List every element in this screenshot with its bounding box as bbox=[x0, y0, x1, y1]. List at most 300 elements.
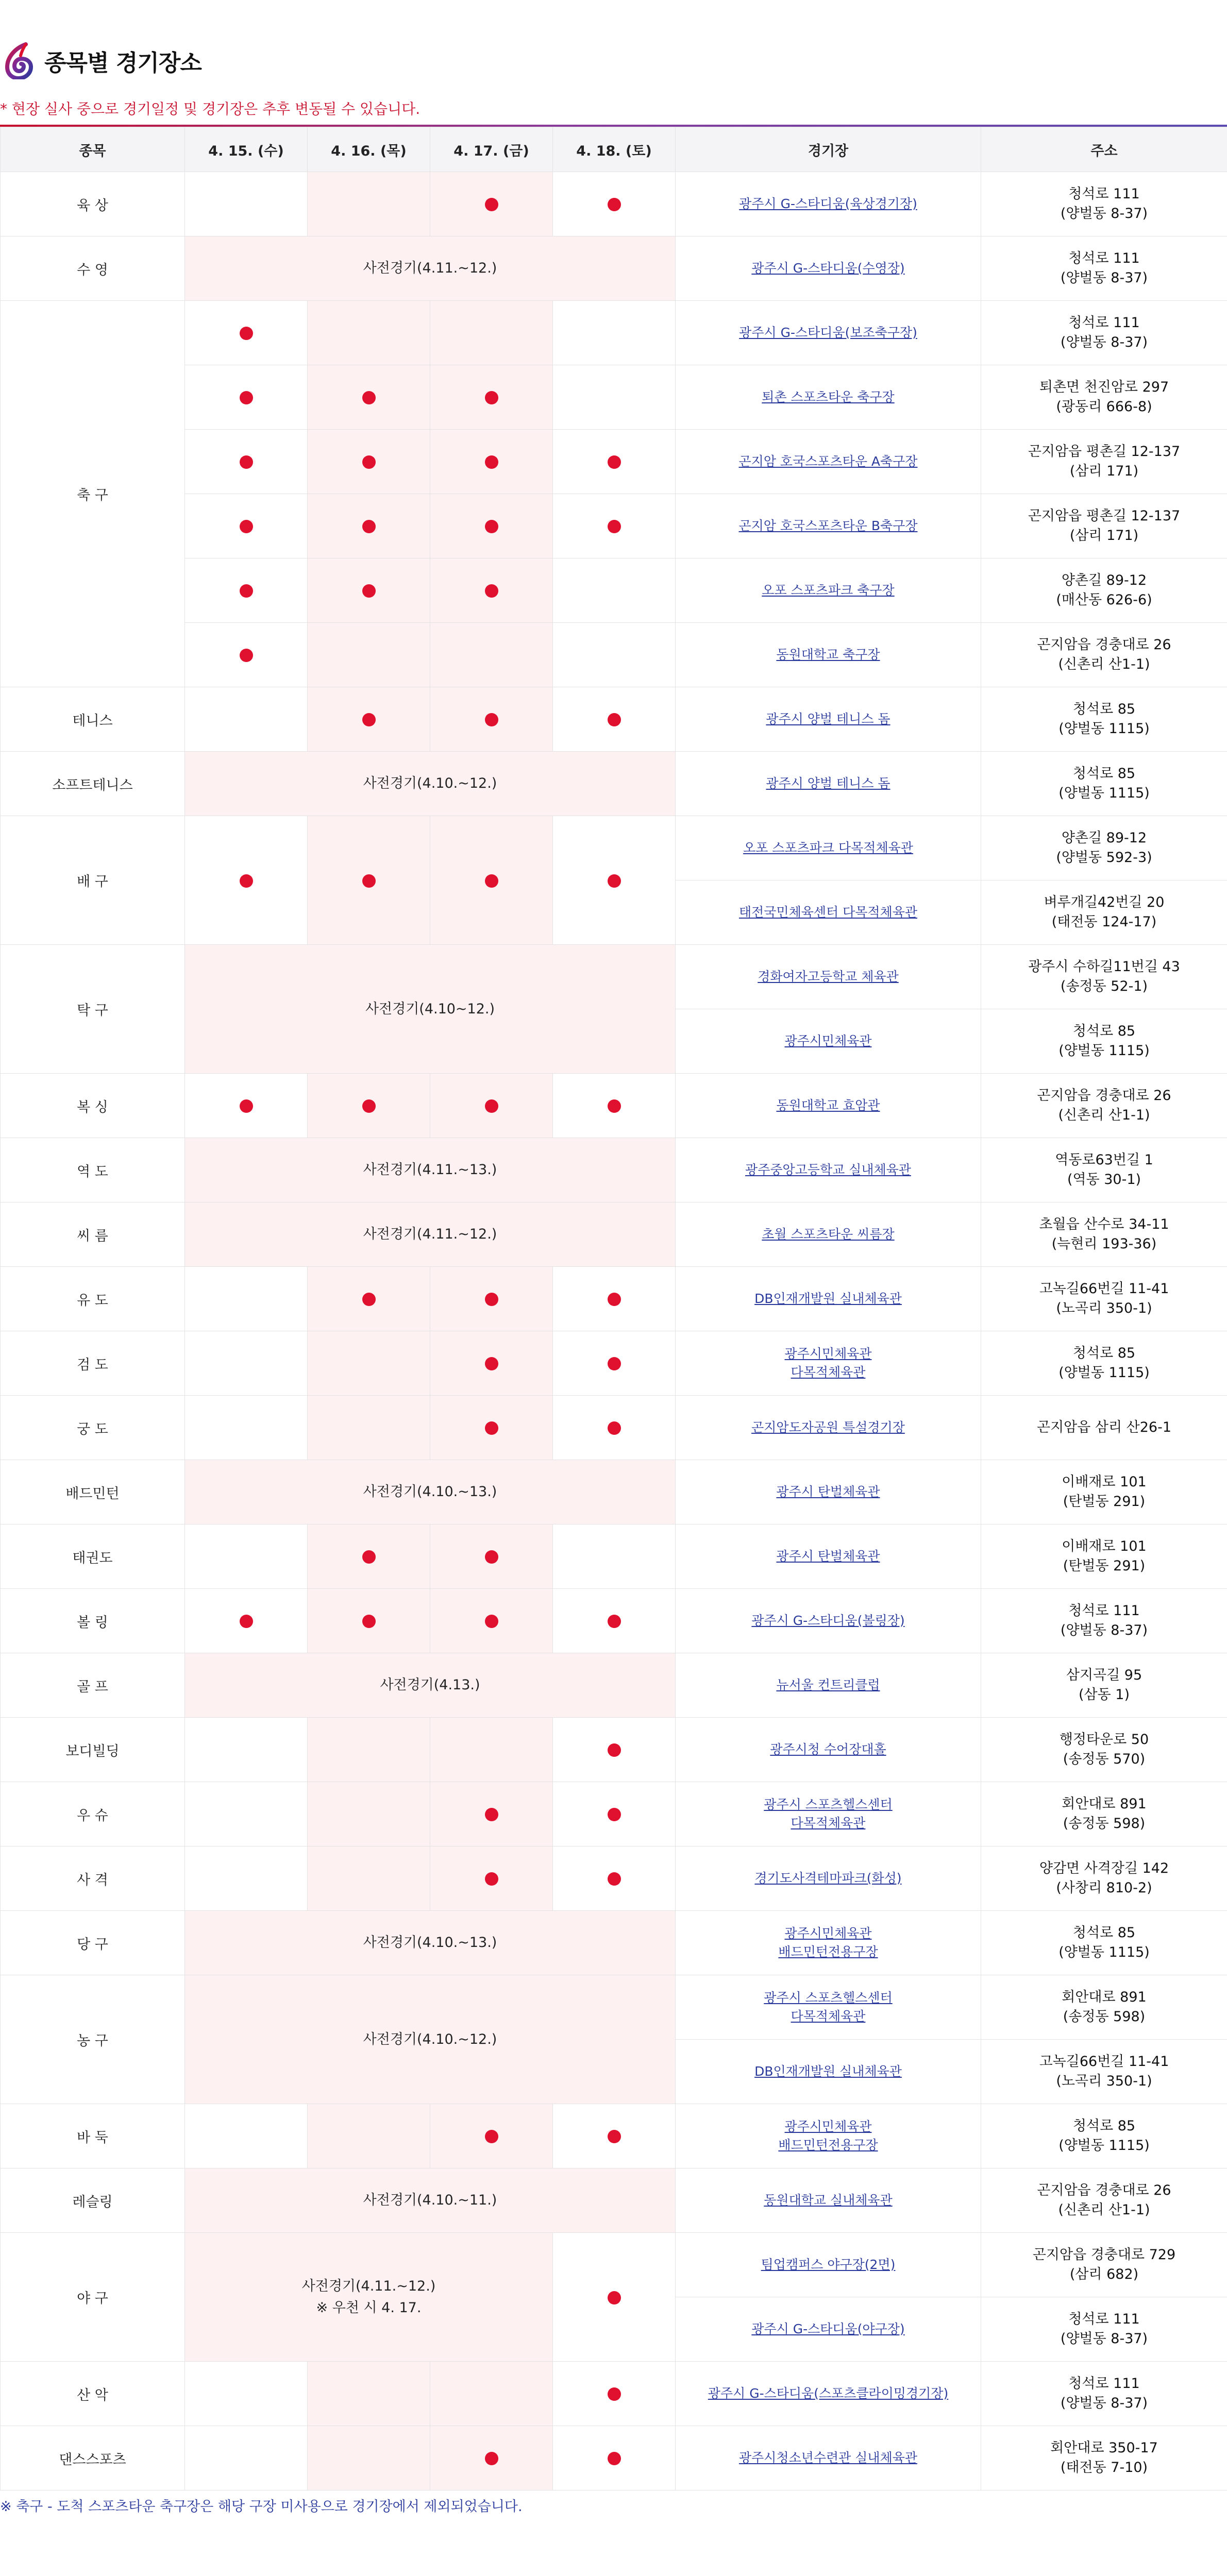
day-cell bbox=[430, 172, 553, 236]
venue-link[interactable] bbox=[739, 518, 918, 533]
table-header-row bbox=[1, 127, 1227, 172]
venue-cell bbox=[676, 1074, 981, 1138]
address-lot: (늑현리 193-36) bbox=[1051, 1236, 1157, 1252]
address-road: 곤지암읍 경충대로 729 bbox=[1032, 2247, 1176, 2263]
day-cell bbox=[553, 2104, 676, 2168]
address-road: 광주시 수하길11번길 43 bbox=[1028, 959, 1180, 975]
event-dot-icon bbox=[608, 713, 621, 726]
address-cell bbox=[981, 494, 1227, 558]
day-cell bbox=[308, 1074, 430, 1138]
day-cell bbox=[308, 2104, 430, 2168]
address-road: 청석로 111 bbox=[1068, 1603, 1140, 1619]
venue-link[interactable] bbox=[766, 711, 890, 726]
address-road: 청석로 111 bbox=[1068, 186, 1140, 202]
address-cell bbox=[981, 2297, 1227, 2362]
address-road: 벼루개길42번길 20 bbox=[1044, 894, 1165, 910]
day-cell bbox=[185, 1589, 308, 1653]
venue-cell bbox=[676, 1009, 981, 1074]
day-cell bbox=[185, 1074, 308, 1138]
address-road: 청석로 85 bbox=[1072, 701, 1136, 717]
table-row bbox=[1, 301, 1227, 365]
venue-link[interactable] bbox=[739, 905, 917, 920]
venue-cell bbox=[676, 687, 981, 752]
table-row bbox=[1, 623, 1227, 687]
header-day-2: 4. 16. (목) bbox=[308, 127, 430, 172]
venue-name-line2: 배드민턴전용구장 bbox=[778, 2138, 878, 2153]
day-cell bbox=[553, 1074, 676, 1138]
sport-name-cell: 당 구 bbox=[1, 1911, 185, 1975]
venue-schedule-table bbox=[0, 127, 1227, 2490]
event-dot-icon bbox=[485, 1293, 498, 1306]
address-lot: (노곡리 350-1) bbox=[1056, 1300, 1152, 1316]
address-lot: (양벌동 1115) bbox=[1058, 721, 1150, 737]
page-title: 종목별 경기장소 bbox=[44, 50, 201, 76]
table-row bbox=[1, 1846, 1227, 1911]
venue-cell bbox=[676, 365, 981, 430]
day-cell bbox=[430, 687, 553, 752]
address-cell bbox=[981, 1267, 1227, 1331]
address-lot: (삼동 1) bbox=[1079, 1687, 1130, 1703]
venue-link[interactable] bbox=[762, 389, 894, 404]
page-header bbox=[3, 40, 201, 81]
venue-link[interactable] bbox=[762, 1227, 894, 1242]
address-lot: (양벌동 1115) bbox=[1058, 1365, 1150, 1381]
event-dot-icon bbox=[608, 1615, 621, 1628]
address-lot: (사창리 810-2) bbox=[1056, 1880, 1152, 1896]
venue-cell bbox=[676, 1331, 981, 1396]
address-lot: (신촌리 산1-1) bbox=[1058, 2202, 1150, 2218]
address-cell bbox=[981, 687, 1227, 752]
address-cell bbox=[981, 2233, 1227, 2297]
day-cell bbox=[430, 1589, 553, 1653]
address-road: 행정타운로 50 bbox=[1059, 1732, 1149, 1748]
day-cell bbox=[553, 558, 676, 623]
venue-name: 광주시청 수어장대홀 bbox=[770, 1742, 886, 1757]
address-road: 회안대로 350-17 bbox=[1050, 2440, 1158, 2456]
preliminary-cell: 사전경기(4.10.~12.) bbox=[185, 752, 676, 816]
day-cell bbox=[553, 1718, 676, 1782]
venue-link[interactable] bbox=[776, 1549, 880, 1564]
day-cell bbox=[185, 1267, 308, 1331]
header-day-1: 4. 15. (수) bbox=[185, 127, 308, 172]
venue-cell bbox=[676, 2168, 981, 2233]
table-row bbox=[1, 2362, 1227, 2426]
address-lot: (양벌동 8-37) bbox=[1060, 206, 1148, 222]
venue-name: 초월 스포츠타운 씨름장 bbox=[762, 1227, 895, 1242]
venue-name: 곤지암 호국스포츠타운 B축구장 bbox=[738, 518, 918, 533]
venue-cell bbox=[676, 1524, 981, 1589]
address-lot: (양벌동 8-37) bbox=[1060, 2331, 1148, 2347]
venue-link[interactable] bbox=[776, 647, 880, 662]
venue-name: 광주시청소년수련관 실내체육관 bbox=[738, 2450, 918, 2465]
venue-name: 광주시 양벌 테니스 돔 bbox=[766, 711, 890, 726]
event-dot-icon bbox=[362, 1293, 376, 1306]
address-cell bbox=[981, 2040, 1227, 2104]
venue-name: 오포 스포츠파크 축구장 bbox=[762, 583, 895, 598]
venue-cell bbox=[676, 1653, 981, 1718]
venue-name: 광주시 탄벌체육관 bbox=[776, 1549, 880, 1564]
event-dot-icon bbox=[608, 455, 621, 469]
address-road: 곤지암읍 경충대로 26 bbox=[1037, 2182, 1171, 2198]
venue-name: 광주시 G-스타디움(야구장) bbox=[751, 2321, 905, 2336]
venue-cell bbox=[676, 752, 981, 816]
day-cell bbox=[430, 1524, 553, 1589]
day-cell bbox=[430, 1074, 553, 1138]
table-row bbox=[1, 752, 1227, 816]
venue-link[interactable] bbox=[784, 1346, 871, 1380]
venue-link[interactable] bbox=[754, 2064, 902, 2079]
address-lot: (송정동 598) bbox=[1063, 1816, 1146, 1832]
table-row bbox=[1, 1396, 1227, 1460]
day-cell bbox=[430, 1782, 553, 1846]
day-cell bbox=[430, 1718, 553, 1782]
venue-link[interactable] bbox=[784, 1033, 871, 1048]
venue-name: 광주시 스포츠헬스센터 bbox=[764, 1797, 893, 1812]
address-road: 양촌길 89-12 bbox=[1061, 572, 1147, 588]
venue-link[interactable] bbox=[761, 2257, 896, 2272]
table-row bbox=[1, 1267, 1227, 1331]
venue-link[interactable] bbox=[776, 1484, 880, 1499]
sport-name-cell: 씨 름 bbox=[1, 1202, 185, 1267]
day-cell bbox=[308, 687, 430, 752]
day-cell bbox=[308, 494, 430, 558]
day-cell bbox=[185, 2104, 308, 2168]
day-cell bbox=[553, 2426, 676, 2490]
day-cell bbox=[308, 623, 430, 687]
address-lot: (신촌리 산1-1) bbox=[1058, 1107, 1150, 1123]
table-row bbox=[1, 172, 1227, 236]
event-dot-icon bbox=[608, 2291, 621, 2304]
day-cell bbox=[308, 301, 430, 365]
table-row bbox=[1, 816, 1227, 880]
address-road: 곤지암읍 경충대로 26 bbox=[1037, 637, 1171, 653]
day-cell bbox=[308, 365, 430, 430]
venue-link[interactable] bbox=[739, 325, 917, 340]
sport-name-cell: 테니스 bbox=[1, 687, 185, 752]
event-dot-icon bbox=[485, 391, 498, 404]
preliminary-cell: 사전경기(4.13.) bbox=[185, 1653, 676, 1718]
venue-link[interactable] bbox=[762, 583, 894, 598]
venue-cell bbox=[676, 236, 981, 301]
venue-name: 광주중앙고등학교 실내체육관 bbox=[745, 1162, 911, 1177]
venue-name-line2: 다목적체육관 bbox=[791, 2009, 866, 2024]
address-lot: (양벌동 1115) bbox=[1058, 1944, 1150, 1960]
venue-cell bbox=[676, 1975, 981, 2040]
day-cell bbox=[185, 365, 308, 430]
sport-name-cell: 골 프 bbox=[1, 1653, 185, 1718]
address-lot: (광동리 666-8) bbox=[1056, 399, 1152, 415]
address-cell bbox=[981, 1396, 1227, 1460]
venue-cell bbox=[676, 1589, 981, 1653]
address-lot: (탄벌동 291) bbox=[1063, 1558, 1146, 1574]
footnote: ※ 축구 - 도척 스포츠타운 축구장은 해당 구장 미사용으로 경기장에서 제외되었습니다. bbox=[0, 2499, 523, 2515]
table-row bbox=[1, 1331, 1227, 1396]
event-dot-icon bbox=[608, 520, 621, 533]
table-row bbox=[1, 1202, 1227, 1267]
venue-name-line2: 배드민턴전용구장 bbox=[778, 1944, 878, 1959]
event-dot-icon bbox=[485, 1357, 498, 1370]
sport-name-cell: 산 악 bbox=[1, 2362, 185, 2426]
address-cell bbox=[981, 1074, 1227, 1138]
address-lot: (탄벌동 291) bbox=[1063, 1494, 1146, 1510]
day-cell bbox=[185, 687, 308, 752]
venue-cell bbox=[676, 430, 981, 494]
venue-name-line2: 다목적체육관 bbox=[791, 1816, 866, 1831]
sport-name-cell: 검 도 bbox=[1, 1331, 185, 1396]
games-logo-icon bbox=[3, 42, 35, 79]
preliminary-cell bbox=[185, 2233, 553, 2362]
sport-name-cell: 사 격 bbox=[1, 1846, 185, 1911]
address-cell bbox=[981, 1589, 1227, 1653]
sport-name-cell: 바 둑 bbox=[1, 2104, 185, 2168]
day-cell bbox=[553, 301, 676, 365]
address-cell bbox=[981, 1524, 1227, 1589]
venue-cell bbox=[676, 1718, 981, 1782]
table-body bbox=[1, 172, 1227, 2490]
venue-link[interactable] bbox=[766, 776, 890, 791]
event-dot-icon bbox=[362, 874, 376, 888]
address-lot: (노곡리 350-1) bbox=[1056, 2073, 1152, 2089]
venue-link[interactable] bbox=[739, 196, 917, 211]
day-cell bbox=[430, 1267, 553, 1331]
event-dot-icon bbox=[608, 874, 621, 888]
day-cell bbox=[308, 816, 430, 945]
day-cell bbox=[185, 430, 308, 494]
day-cell bbox=[185, 1396, 308, 1460]
sport-name-cell: 소프트테니스 bbox=[1, 752, 185, 816]
event-dot-icon bbox=[240, 455, 253, 469]
day-cell bbox=[308, 1718, 430, 1782]
event-dot-icon bbox=[608, 2130, 621, 2143]
header-day-4: 4. 18. (토) bbox=[553, 127, 676, 172]
address-cell bbox=[981, 1202, 1227, 1267]
day-cell bbox=[553, 816, 676, 945]
venue-link[interactable] bbox=[743, 840, 913, 855]
day-cell bbox=[430, 1396, 553, 1460]
venue-name: 광주시 양벌 테니스 돔 bbox=[766, 776, 890, 791]
sport-name-cell: 태권도 bbox=[1, 1524, 185, 1589]
venue-link[interactable] bbox=[776, 1677, 880, 1692]
address-cell bbox=[981, 1782, 1227, 1846]
address-road: 이배재로 101 bbox=[1062, 1474, 1147, 1490]
venue-cell bbox=[676, 1846, 981, 1911]
event-dot-icon bbox=[608, 1808, 621, 1821]
address-road: 양감면 사격장길 142 bbox=[1039, 1860, 1169, 1876]
venue-cell bbox=[676, 558, 981, 623]
address-cell bbox=[981, 1138, 1227, 1202]
day-cell bbox=[430, 301, 553, 365]
day-cell bbox=[185, 2362, 308, 2426]
event-dot-icon bbox=[608, 1293, 621, 1306]
venue-link[interactable] bbox=[739, 2450, 917, 2465]
venue-link[interactable] bbox=[754, 1871, 901, 1886]
event-dot-icon bbox=[240, 1099, 253, 1113]
event-dot-icon bbox=[485, 1872, 498, 1886]
day-cell bbox=[308, 1396, 430, 1460]
venue-name: 곤지암 호국스포츠타운 A축구장 bbox=[738, 454, 918, 469]
table-row bbox=[1, 1911, 1227, 1975]
venue-name: 광주시 G-스타디움(육상경기장) bbox=[739, 196, 917, 211]
table-row bbox=[1, 236, 1227, 301]
venue-link[interactable] bbox=[751, 1420, 905, 1435]
event-dot-icon bbox=[608, 198, 621, 211]
venue-cell bbox=[676, 1138, 981, 1202]
table-row bbox=[1, 365, 1227, 430]
address-cell bbox=[981, 430, 1227, 494]
venue-link[interactable] bbox=[751, 2321, 904, 2336]
event-dot-icon bbox=[362, 1550, 376, 1564]
table-row bbox=[1, 1138, 1227, 1202]
address-road: 청석로 111 bbox=[1068, 250, 1140, 266]
venue-link[interactable] bbox=[764, 2193, 892, 2208]
day-cell bbox=[185, 558, 308, 623]
sport-name-cell: 탁 구 bbox=[1, 945, 185, 1074]
day-cell bbox=[553, 365, 676, 430]
address-cell bbox=[981, 1846, 1227, 1911]
venue-name: 팀업캠퍼스 야구장(2면) bbox=[761, 2257, 896, 2272]
venue-link[interactable] bbox=[770, 1742, 886, 1757]
event-dot-icon bbox=[485, 1099, 498, 1113]
event-dot-icon bbox=[485, 584, 498, 598]
venue-cell bbox=[676, 623, 981, 687]
venue-name: 광주시 G-스타디움(보조축구장) bbox=[739, 325, 917, 340]
venue-link[interactable] bbox=[778, 1926, 878, 1959]
day-cell bbox=[185, 1718, 308, 1782]
venue-name: 광주시 스포츠헬스센터 bbox=[764, 1990, 893, 2005]
venue-name-line2: 다목적체육관 bbox=[791, 1365, 866, 1380]
venue-link[interactable] bbox=[739, 454, 918, 469]
venue-name: 곤지암도자공원 특설경기장 bbox=[751, 1420, 905, 1435]
address-cell bbox=[981, 558, 1227, 623]
day-cell bbox=[308, 558, 430, 623]
address-road: 고녹길66번길 11-41 bbox=[1039, 1281, 1169, 1297]
day-cell bbox=[553, 1782, 676, 1846]
address-cell bbox=[981, 945, 1227, 1009]
venue-name: 뉴서울 컨트리클럽 bbox=[776, 1677, 880, 1692]
venue-cell bbox=[676, 172, 981, 236]
preliminary-cell: 사전경기(4.10.~13.) bbox=[185, 1460, 676, 1524]
day-cell bbox=[553, 1846, 676, 1911]
header-address: 주소 bbox=[981, 127, 1227, 172]
day-cell bbox=[430, 365, 553, 430]
table-row bbox=[1, 2168, 1227, 2233]
address-lot: (삼리 171) bbox=[1069, 463, 1139, 479]
address-cell bbox=[981, 623, 1227, 687]
address-cell bbox=[981, 365, 1227, 430]
sport-name-cell: 레슬링 bbox=[1, 2168, 185, 2233]
event-dot-icon bbox=[485, 1421, 498, 1435]
venue-name: 퇴촌 스포츠타운 축구장 bbox=[762, 389, 895, 404]
venue-link[interactable] bbox=[708, 2386, 948, 2401]
venue-link[interactable] bbox=[745, 1162, 911, 1177]
venue-cell bbox=[676, 2104, 981, 2168]
day-cell bbox=[308, 172, 430, 236]
venue-link[interactable] bbox=[751, 1613, 904, 1628]
address-lot: (신촌리 산1-1) bbox=[1058, 656, 1150, 672]
day-cell bbox=[185, 2426, 308, 2490]
day-cell bbox=[308, 2426, 430, 2490]
address-cell bbox=[981, 752, 1227, 816]
venue-cell bbox=[676, 2233, 981, 2297]
event-dot-icon bbox=[485, 1808, 498, 1821]
venue-link[interactable] bbox=[764, 1797, 892, 1831]
venue-name: 경기도사격테마파크(화성) bbox=[754, 1871, 902, 1886]
day-cell bbox=[430, 1846, 553, 1911]
sport-name-cell: 배 구 bbox=[1, 816, 185, 945]
venue-cell bbox=[676, 2040, 981, 2104]
address-cell bbox=[981, 1911, 1227, 1975]
address-road: 회안대로 891 bbox=[1062, 1989, 1147, 2005]
event-dot-icon bbox=[608, 1872, 621, 1886]
venue-cell bbox=[676, 945, 981, 1009]
day-cell bbox=[185, 301, 308, 365]
address-lot: (양벌동 8-37) bbox=[1060, 334, 1148, 350]
address-cell bbox=[981, 1009, 1227, 1074]
venue-name: 동원대학교 효암관 bbox=[776, 1098, 880, 1113]
day-cell bbox=[185, 172, 308, 236]
table-row bbox=[1, 2426, 1227, 2490]
event-dot-icon bbox=[362, 1615, 376, 1628]
venue-link[interactable] bbox=[778, 2119, 878, 2153]
address-lot: (양벌동 1115) bbox=[1058, 785, 1150, 801]
event-dot-icon bbox=[485, 198, 498, 211]
event-dot-icon bbox=[362, 391, 376, 404]
day-cell bbox=[553, 172, 676, 236]
day-cell bbox=[185, 816, 308, 945]
sport-name-cell: 복 싱 bbox=[1, 1074, 185, 1138]
venue-link[interactable] bbox=[764, 1990, 892, 2024]
event-dot-icon bbox=[362, 584, 376, 598]
address-road: 고녹길66번길 11-41 bbox=[1039, 2054, 1169, 2070]
address-lot: (양벌동 8-37) bbox=[1060, 270, 1148, 286]
venue-cell bbox=[676, 880, 981, 945]
sport-name-cell: 축 구 bbox=[1, 301, 185, 687]
venue-link[interactable] bbox=[776, 1098, 880, 1113]
address-cell bbox=[981, 236, 1227, 301]
day-cell bbox=[553, 1524, 676, 1589]
address-road: 이배재로 101 bbox=[1062, 1538, 1147, 1554]
venue-link[interactable] bbox=[751, 261, 904, 276]
day-cell bbox=[430, 558, 553, 623]
preliminary-dates: 사전경기(4.11.~12.) bbox=[301, 2278, 436, 2294]
venue-name: 광주시민체육관 bbox=[784, 2119, 872, 2134]
address-road: 초월읍 산수로 34-11 bbox=[1039, 1216, 1169, 1232]
address-lot: (역동 30-1) bbox=[1067, 1172, 1141, 1188]
day-cell bbox=[553, 1267, 676, 1331]
address-road: 곤지암읍 삼리 산26-1 bbox=[1036, 1419, 1172, 1435]
venue-link[interactable] bbox=[758, 969, 899, 984]
day-cell bbox=[553, 1589, 676, 1653]
event-dot-icon bbox=[240, 391, 253, 404]
venue-name: 광주시민체육관 bbox=[784, 1926, 872, 1941]
venue-name: 경화여자고등학교 체육관 bbox=[758, 969, 899, 984]
venue-cell bbox=[676, 2426, 981, 2490]
preliminary-cell: 사전경기(4.10.~11.) bbox=[185, 2168, 676, 2233]
day-cell bbox=[553, 623, 676, 687]
event-dot-icon bbox=[485, 874, 498, 888]
table-row bbox=[1, 2104, 1227, 2168]
event-dot-icon bbox=[362, 520, 376, 533]
address-road: 청석로 85 bbox=[1072, 2118, 1136, 2134]
address-lot: (양벌동 1115) bbox=[1058, 2138, 1150, 2154]
table-row bbox=[1, 1589, 1227, 1653]
table-row bbox=[1, 1975, 1227, 2040]
table-row bbox=[1, 1524, 1227, 1589]
header-sport: 종목 bbox=[1, 127, 185, 172]
day-cell bbox=[308, 1589, 430, 1653]
venue-link[interactable] bbox=[754, 1291, 902, 1306]
day-cell bbox=[308, 1267, 430, 1331]
